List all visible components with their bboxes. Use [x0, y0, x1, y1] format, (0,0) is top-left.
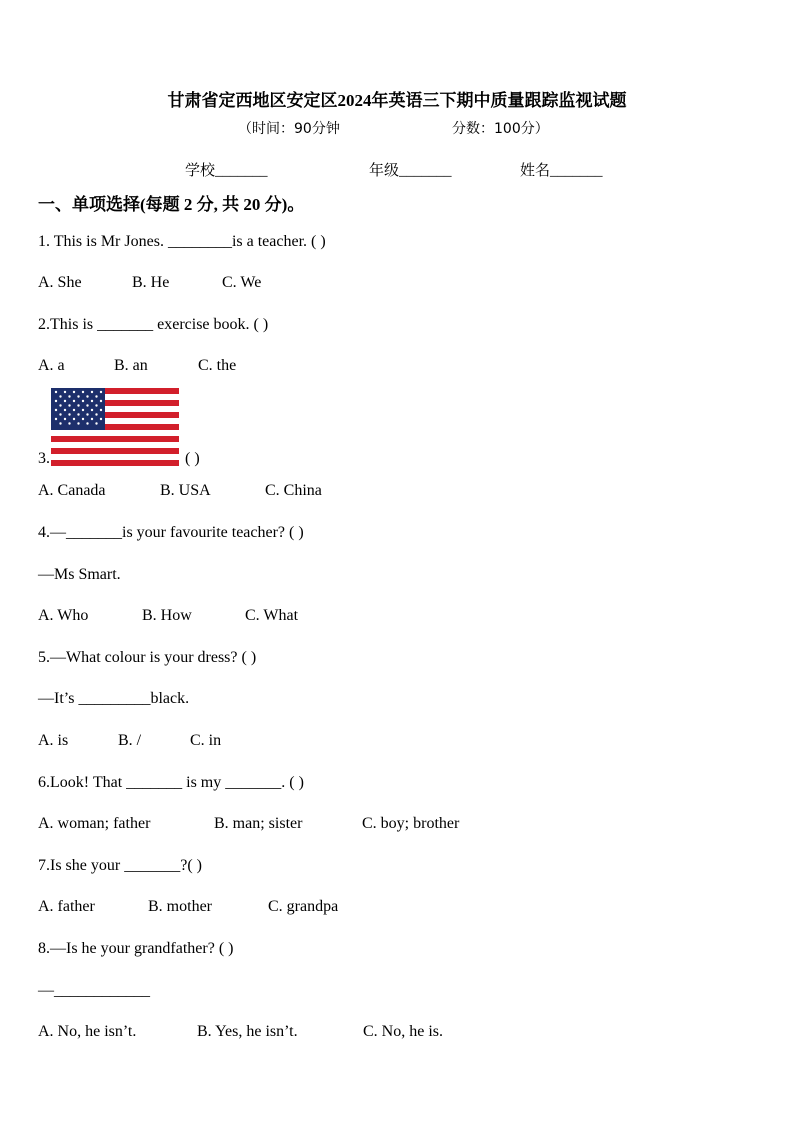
- q2-option-c: C. the: [198, 357, 237, 374]
- usa-flag-image: [51, 388, 179, 466]
- q8-option-c: C. No, he is.: [363, 1023, 443, 1040]
- q6-option-b: B. man; sister: [214, 815, 303, 832]
- question-3: 3.: [38, 450, 50, 467]
- question-1: 1. This is Mr Jones. ________is a teacher. ( ): [38, 233, 326, 250]
- q3-option-b: B. USA: [160, 482, 211, 499]
- school-field: 学校_______: [185, 163, 268, 179]
- q8-option-a: A. No, he isn’t.: [38, 1023, 137, 1040]
- name-field: 姓名_______: [520, 163, 603, 179]
- q7-option-c: C. grandpa: [268, 898, 339, 915]
- q6-option-a: A. woman; father: [38, 815, 151, 832]
- q4-option-a: A. Who: [38, 607, 89, 624]
- q1-option-b: B. He: [132, 274, 170, 291]
- section-title: 一、单项选择(每题 2 分, 共 20 分)。: [38, 195, 305, 214]
- q3-answer-bracket: ( ): [185, 450, 200, 467]
- question-7: 7.Is she your _______?( ): [38, 857, 202, 874]
- q3-option-a: A. Canada: [38, 482, 106, 499]
- q1-option-c: C. We: [222, 274, 262, 291]
- question-5: 5.—What colour is your dress? ( ): [38, 649, 257, 666]
- question-2: 2.This is _______ exercise book. ( ): [38, 316, 269, 333]
- q6-option-c: C. boy; brother: [362, 815, 460, 832]
- exam-time: （时间：90分钟: [238, 121, 340, 137]
- q3-option-c: C. China: [265, 482, 322, 499]
- grade-field: 年级_______: [369, 163, 452, 179]
- question-8: 8.—Is he your grandfather? ( ): [38, 940, 234, 957]
- exam-score: 分数：100分）: [452, 121, 549, 137]
- question-4-reply: —Ms Smart.: [38, 566, 121, 583]
- q1-option-a: A. She: [38, 274, 82, 291]
- question-6: 6.Look! That _______ is my _______. ( ): [38, 774, 304, 791]
- question-4: 4.—_______is your favourite teacher? ( ): [38, 524, 304, 541]
- question-8-reply: —____________: [38, 982, 150, 999]
- q5-option-b: B. /: [118, 732, 142, 749]
- q4-option-b: B. How: [142, 607, 192, 624]
- q7-option-a: A. father: [38, 898, 95, 915]
- q7-option-b: B. mother: [148, 898, 212, 915]
- exam-title: 甘肃省定西地区安定区2024年英语三下期中质量跟踪监视试题: [167, 91, 627, 110]
- q2-option-a: A. a: [38, 357, 65, 374]
- q8-option-b: B. Yes, he isn’t.: [197, 1023, 298, 1040]
- q5-option-a: A. is: [38, 732, 69, 749]
- q4-option-c: C. What: [245, 607, 299, 624]
- question-5-reply: —It’s _________black.: [38, 690, 190, 707]
- q5-option-c: C. in: [190, 732, 222, 749]
- q2-option-b: B. an: [114, 357, 148, 374]
